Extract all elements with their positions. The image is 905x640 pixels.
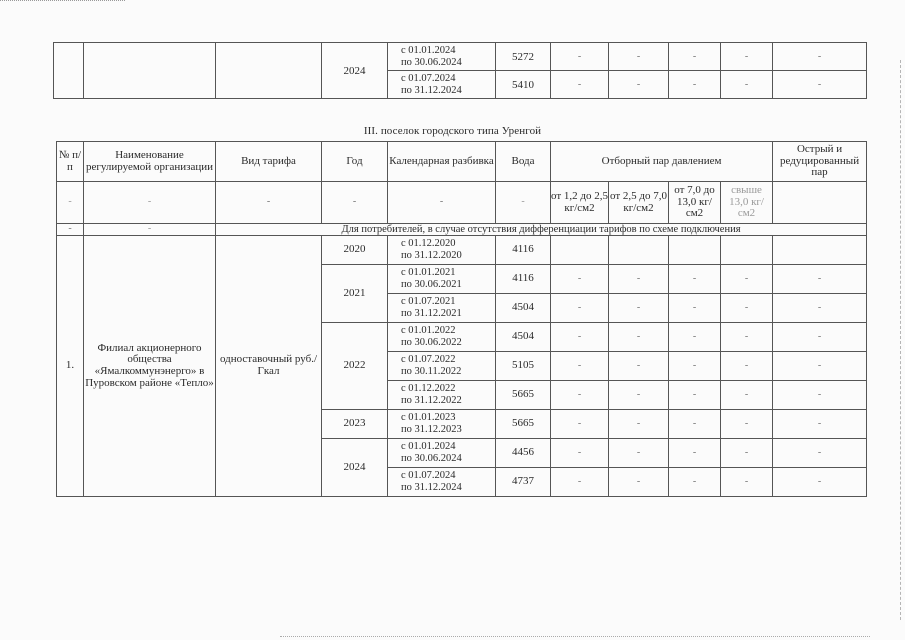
value-cell: - — [609, 352, 669, 381]
value-cell: - — [669, 265, 721, 294]
header-tariff-type: Вид тарифа — [216, 142, 322, 182]
value-cell: - — [551, 294, 609, 323]
period-cell: с 01.07.2024 по 31.12.2024 — [388, 468, 496, 497]
year-cell: 2024 — [322, 43, 388, 99]
value-cell: - — [669, 410, 721, 439]
dash-cell: - — [388, 182, 496, 224]
dash-cell: - — [721, 71, 773, 99]
value-cell: - — [773, 294, 867, 323]
value-cell: - — [721, 381, 773, 410]
value-cell — [721, 236, 773, 265]
dash-cell: - — [669, 71, 721, 99]
value-cell — [773, 236, 867, 265]
water-value: 5665 — [496, 410, 551, 439]
value-cell: - — [773, 439, 867, 468]
period-cell: с 01.07.2021 по 31.12.2021 — [388, 294, 496, 323]
dash-cell: - — [609, 71, 669, 99]
cell-num-empty — [54, 43, 84, 99]
value-cell: - — [609, 381, 669, 410]
water-value: 5272 — [496, 43, 551, 71]
water-value: 5105 — [496, 352, 551, 381]
value-cell: - — [721, 294, 773, 323]
previous-tariff-table-fragment — [53, 42, 867, 99]
water-value: 4116 — [496, 236, 551, 265]
value-cell: - — [609, 410, 669, 439]
value-cell: - — [773, 352, 867, 381]
tariff-type: одноставочный руб./Гкал — [216, 236, 322, 497]
header-pressure-1: от 1,2 до 2,5 кг/см2 — [551, 182, 609, 224]
value-cell — [609, 236, 669, 265]
dash-cell: - — [551, 71, 609, 99]
value-cell: - — [721, 468, 773, 497]
value-cell: - — [721, 265, 773, 294]
page-edge-right — [900, 60, 901, 620]
organization-name: Филиал акционерного общества «Ямалкоммунэнерго» в Пуровском районе «Тепло» — [84, 236, 216, 497]
header-calendar: Календарная разбивка — [388, 142, 496, 182]
value-cell: - — [551, 352, 609, 381]
year-cell: 2021 — [322, 265, 388, 323]
period-cell: с 01.01.2024 по 30.06.2024 — [388, 439, 496, 468]
header-pressure-2: от 2,5 до 7,0 кг/см2 — [609, 182, 669, 224]
value-cell: - — [551, 381, 609, 410]
dash-cell: - — [773, 43, 867, 71]
value-cell: - — [721, 410, 773, 439]
value-cell — [669, 236, 721, 265]
dash-cell: - — [322, 182, 388, 224]
value-cell: - — [773, 468, 867, 497]
dash-cell: - — [84, 224, 216, 236]
dash-cell: - — [57, 224, 84, 236]
value-cell: - — [773, 323, 867, 352]
period-cell: с 01.01.2021 по 30.06.2021 — [388, 265, 496, 294]
page-edge-bottom — [280, 636, 870, 637]
header-org: Наименование регулируемой организации — [84, 142, 216, 182]
period-cell: с 01.12.2022 по 31.12.2022 — [388, 381, 496, 410]
dash-cell: - — [216, 182, 322, 224]
period-cell: с 01.07.2022 по 30.11.2022 — [388, 352, 496, 381]
dash-cell: - — [496, 182, 551, 224]
water-value: 4456 — [496, 439, 551, 468]
value-cell: - — [551, 410, 609, 439]
water-value: 4504 — [496, 294, 551, 323]
dash-cell: - — [721, 43, 773, 71]
period-cell: с 01.01.2022 по 30.06.2022 — [388, 323, 496, 352]
dash-cell: - — [551, 43, 609, 71]
water-value: 5410 — [496, 71, 551, 99]
cell-tariff-empty — [216, 43, 322, 99]
period-cell: с 01.01.2024 по 30.06.2024 — [388, 43, 496, 71]
value-cell: - — [609, 468, 669, 497]
page-edge-top — [0, 0, 125, 3]
tariff-table — [56, 141, 867, 497]
period-cell: с 01.12.2020 по 31.12.2020 — [388, 236, 496, 265]
water-value: 4116 — [496, 265, 551, 294]
value-cell: - — [669, 381, 721, 410]
value-cell: - — [669, 323, 721, 352]
year-cell: 2023 — [322, 410, 388, 439]
value-cell: - — [669, 439, 721, 468]
period-cell: с 01.07.2024 по 31.12.2024 — [388, 71, 496, 99]
consumers-note: Для потребителей, в случае отсутствия дифференциации тарифов по схеме подключения — [216, 224, 867, 236]
dash-cell: - — [57, 182, 84, 224]
header-sharp-steam: Острый и редуцированный пар — [773, 142, 867, 182]
period-cell: с 01.01.2023 по 31.12.2023 — [388, 410, 496, 439]
value-cell: - — [609, 439, 669, 468]
value-cell: - — [609, 323, 669, 352]
header-water: Вода — [496, 142, 551, 182]
value-cell: - — [773, 410, 867, 439]
water-value: 4737 — [496, 468, 551, 497]
value-cell: - — [721, 323, 773, 352]
header-pressure-3: от 7,0 до 13,0 кг/см2 — [669, 182, 721, 224]
water-value: 5665 — [496, 381, 551, 410]
empty-cell — [773, 182, 867, 224]
entry-number: 1. — [57, 236, 84, 497]
value-cell: - — [551, 468, 609, 497]
dash-cell: - — [773, 71, 867, 99]
value-cell: - — [773, 381, 867, 410]
dash-cell: - — [609, 43, 669, 71]
value-cell: - — [551, 439, 609, 468]
header-pressure-4: свыше 13,0 кг/см2 — [721, 182, 773, 224]
header-selected-steam: Отборный пар давлением — [551, 142, 773, 182]
value-cell: - — [551, 265, 609, 294]
section-title: III. поселок городского типа Уренгой — [363, 125, 542, 137]
value-cell: - — [551, 323, 609, 352]
value-cell: - — [721, 439, 773, 468]
dash-cell: - — [669, 43, 721, 71]
value-cell — [551, 236, 609, 265]
year-cell: 2024 — [322, 439, 388, 497]
header-year: Год — [322, 142, 388, 182]
value-cell: - — [669, 294, 721, 323]
value-cell: - — [773, 265, 867, 294]
value-cell: - — [669, 352, 721, 381]
year-cell: 2022 — [322, 323, 388, 410]
value-cell: - — [609, 265, 669, 294]
value-cell: - — [721, 352, 773, 381]
dash-cell: - — [84, 182, 216, 224]
cell-org-empty — [84, 43, 216, 99]
year-cell: 2020 — [322, 236, 388, 265]
water-value: 4504 — [496, 323, 551, 352]
value-cell: - — [669, 468, 721, 497]
value-cell: - — [609, 294, 669, 323]
header-num: № п/п — [57, 142, 84, 182]
